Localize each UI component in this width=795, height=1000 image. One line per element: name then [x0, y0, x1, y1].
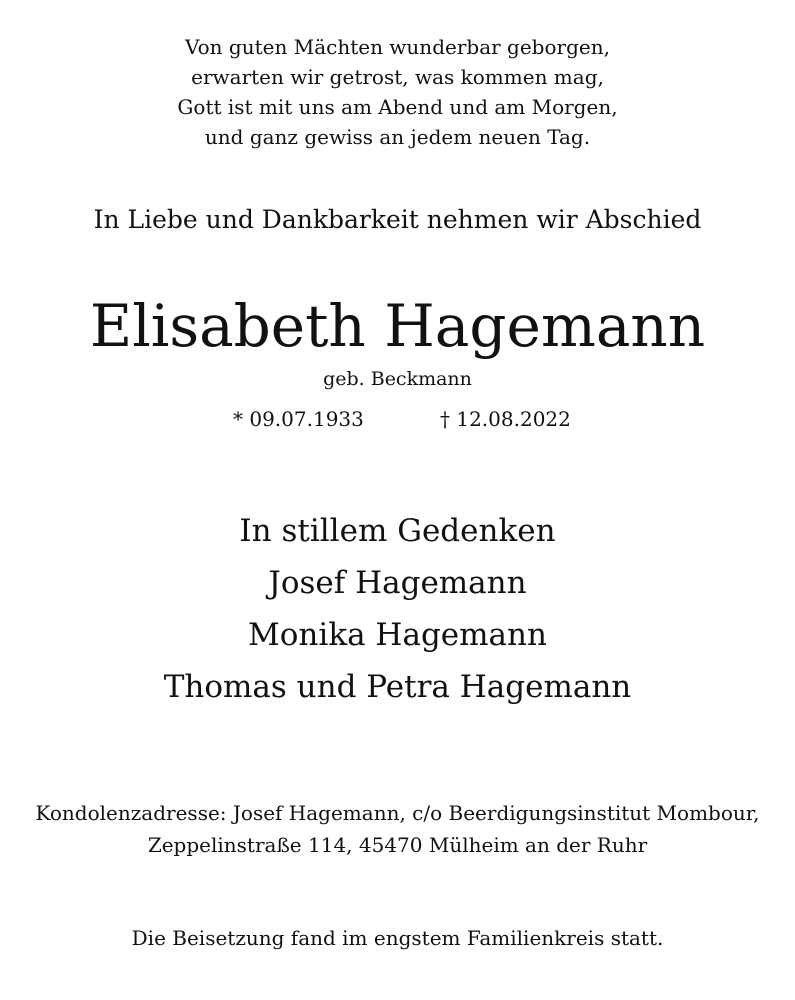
poem-line: Gott ist mit uns am Abend und am Morgen,: [177, 95, 618, 119]
mourner-name: Josef Hagemann: [268, 565, 527, 601]
birth-date: * 09.07.1933: [233, 407, 364, 431]
mourners: [0, 505, 795, 713]
burial-notice: Die Beisetzung fand im engstem Familienkreis statt.: [131, 926, 664, 950]
mourner-name: Monika Hagemann: [248, 617, 547, 653]
mourners-heading: In stillem Gedenken: [239, 513, 556, 549]
poem-line: Von guten Mächten wunderbar geborgen,: [185, 35, 610, 59]
death-date: † 12.08.2022: [440, 407, 571, 431]
poem-line: erwarten wir getrost, was kommen mag,: [191, 65, 604, 89]
deceased-name: Elisabeth Hagemann: [89, 292, 706, 360]
farewell-intro: In Liebe und Dankbarkeit nehmen wir Abschied: [93, 205, 702, 234]
poem: [0, 32, 795, 152]
mourner-name: Thomas und Petra Hagemann: [163, 669, 632, 705]
birth-name: geb. Beckmann: [323, 368, 472, 390]
condolence-address: [0, 797, 795, 861]
poem-line: und ganz gewiss an jedem neuen Tag.: [204, 125, 591, 149]
address-line: Zeppelinstraße 114, 45470 Mülheim an der Ruhr: [147, 833, 648, 857]
address-line: Kondolenzadresse: Josef Hagemann, c/o Beerdigungsinstitut Mombour,: [35, 801, 760, 825]
